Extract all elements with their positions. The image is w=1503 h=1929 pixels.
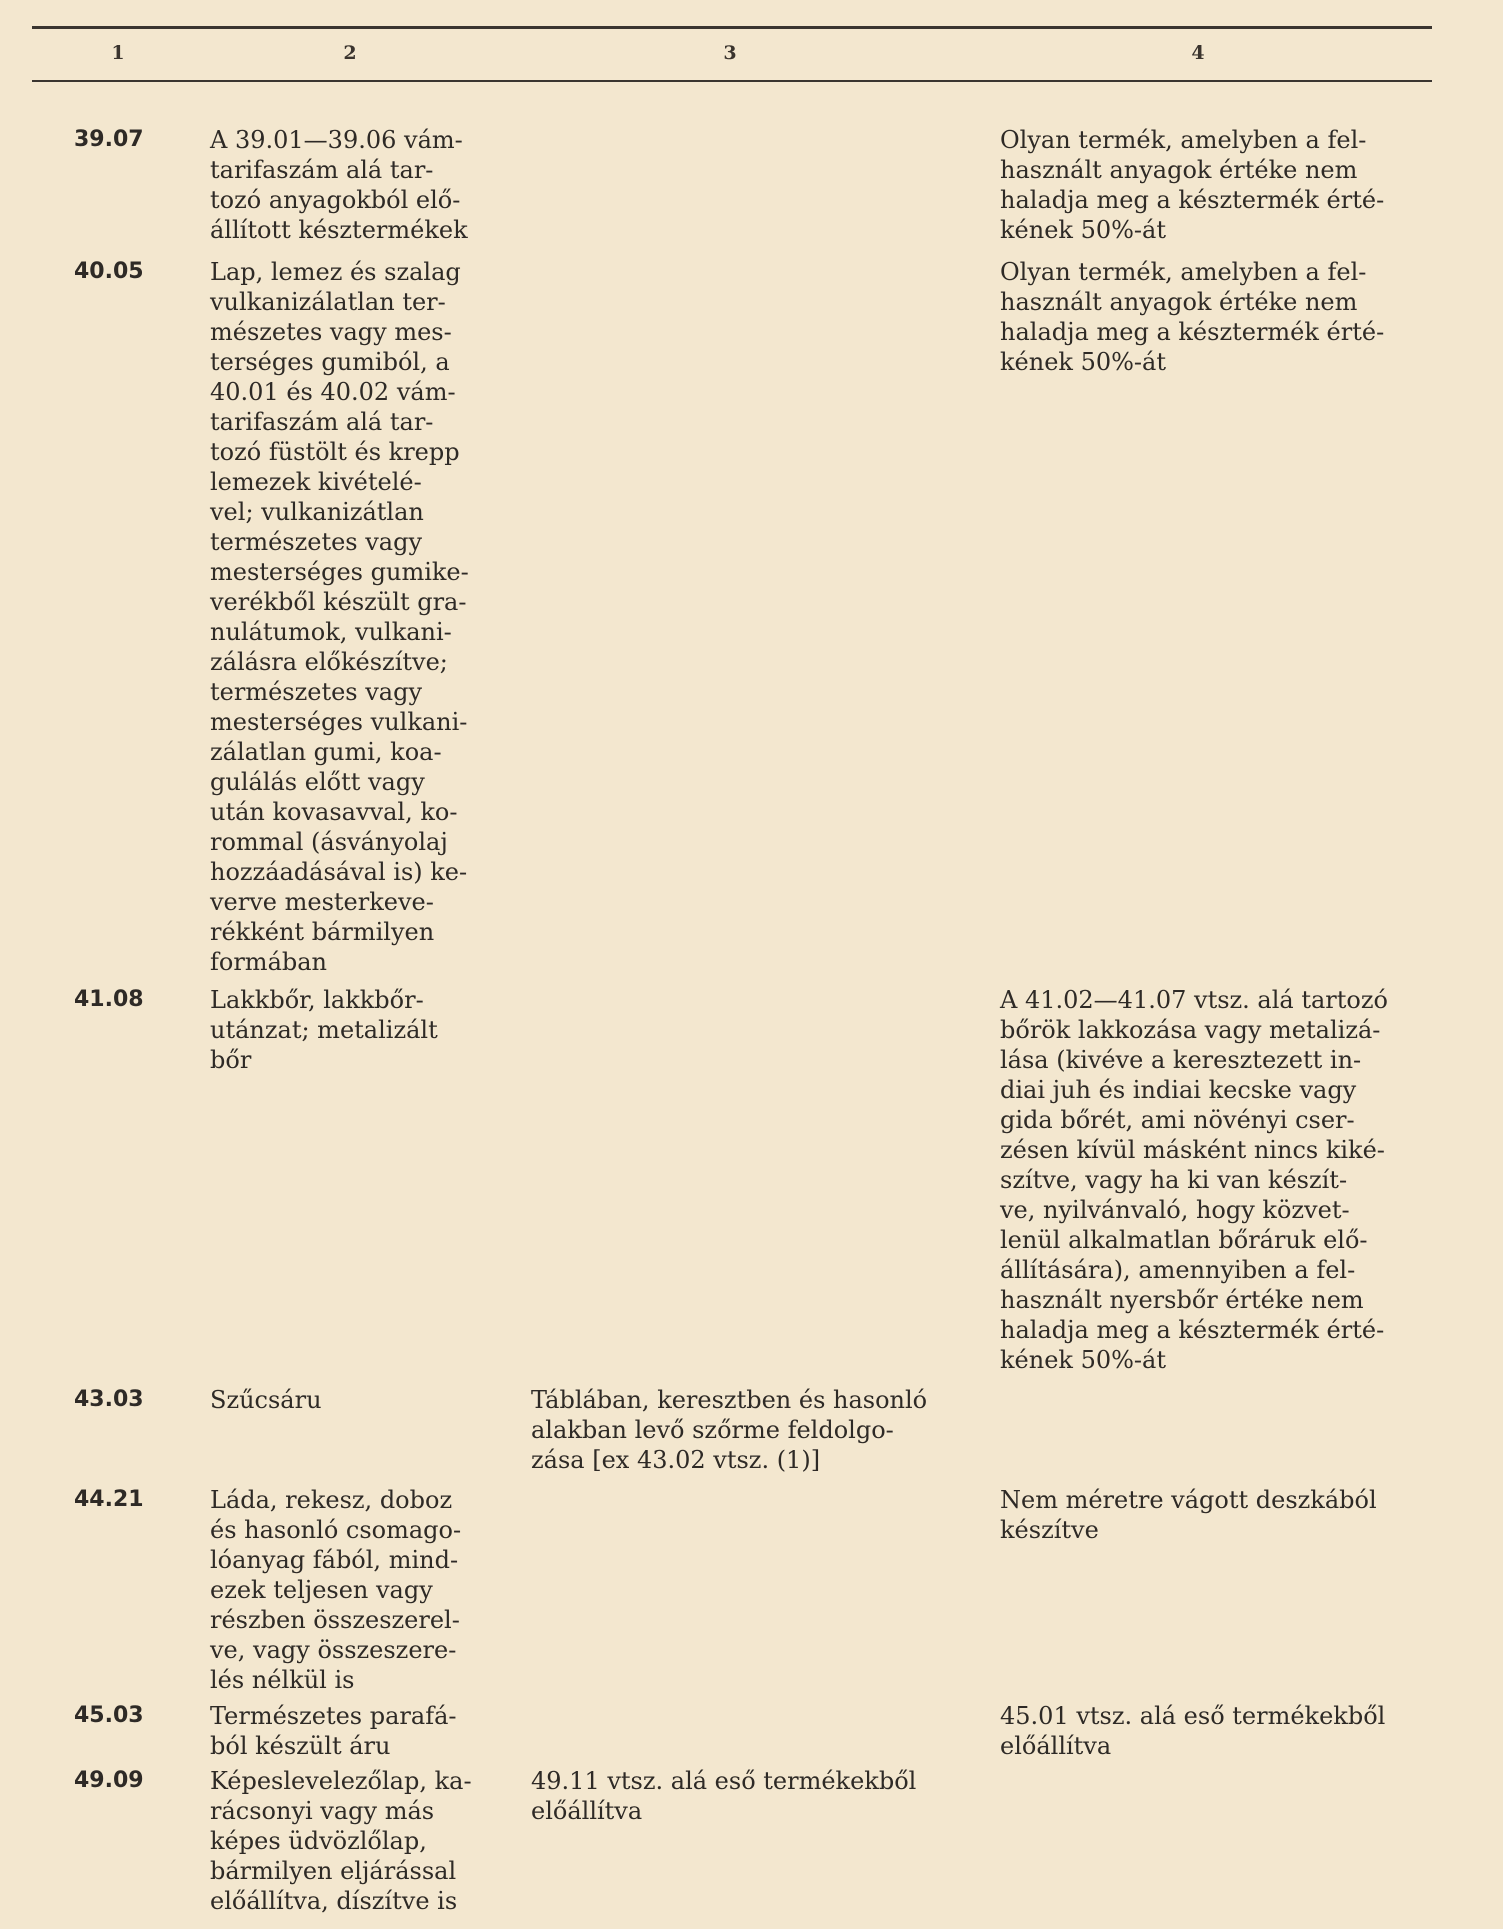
column4-text: A 41.02—41.07 vtsz. alá tartozó bőrök lakkozása vagy metalizá- lása (kivéve a keresztezett in- diai juh és indiai kecske vagy gida bőrét, ami növényi cser- zésen kívül másként nincs kiké- szítve, vagy ha ki van készít- ve, nyilvánvaló, hogy közvet- lenül alkalmatlan bőráruk elő- állítására), amennyiben a fel- használt nyersbőr értéke nem haladja meg a késztermék érté- kének 50%-át [1000,986,1388,1374]
column4-text: Nem méretre vágott deszkából készítve [1000,1486,1377,1544]
column-header-2: 2 [343,42,357,64]
goods-description: A 39.01—39.06 vám- tarifaszám alá tar- tozó anyagokból elő- állított késztermékek [210,126,468,244]
goods-description: Lakkbőr, lakkbőr- utánzat; metalizált bőr [210,986,438,1074]
column4-text: Olyan termék, amelyben a fel- használt anyagok értéke nem haladja meg a késztermék érté- kének 50%-át [1000,258,1385,376]
tariff-code: 41.08 [74,987,144,1012]
column-header-4: 4 [1191,42,1205,64]
tariff-code: 44.21 [74,1487,144,1512]
column-header-3: 3 [723,42,737,64]
tariff-code: 45.03 [74,1703,144,1728]
tariff-code: 43.03 [74,1387,144,1412]
goods-description: Képeslevelezőlap, ka- rácsonyi vagy más képes üdvözlőlap, bármilyen eljárással előállítva, díszítve is [210,1767,472,1915]
tariff-code: 49.09 [74,1768,144,1793]
goods-description: Szűcsáru [210,1386,322,1414]
goods-description: Láda, rekesz, doboz és hasonló csomago- lóanyag fából, mind- ezek teljesen vagy részben összeszerel- ve, vagy összeszere- lés nélkül is [210,1486,462,1694]
top-rule [32,26,1432,29]
column4-text: 45.01 vtsz. alá eső termékekből előállítva [1000,1702,1386,1760]
column3-text: 49.11 vtsz. alá eső termékekből előállítva [531,1767,917,1825]
column-header-1: 1 [111,42,125,64]
tariff-code: 39.07 [74,127,144,152]
goods-description: Természetes parafá- ból készült áru [210,1702,457,1760]
header-rule [32,80,1432,82]
column4-text: Olyan termék, amelyben a fel- használt anyagok értéke nem haladja meg a késztermék érté- kének 50%-át [1000,126,1385,244]
tariff-code: 40.05 [74,259,144,284]
column3-text: Táblában, keresztben és hasonló alakban levő szőrme feldolgo- zása [ex 43.02 vtsz. (1)] [531,1386,928,1474]
goods-description: Lap, lemez és szalag vulkanizálatlan ter- mészetes vagy mes- terséges gumiból, a 40.01 és 40.02 vám- tarifaszám alá tar- tozó füstölt és krepp lemezek kivételé- vel; vulkanizátlan természetes vagy mesterséges gumike- verékből készült gra- nulátumok, vulkani- zálásra előkészítve; természetes vagy mesterséges vulkani- zálatlan gumi, koa- gulálás előtt vagy után kovasavval, ko- rommal (ásványolaj hozzáadásával is) ke- verve mesterkeve- rékként bármilyen formában [210,258,469,976]
